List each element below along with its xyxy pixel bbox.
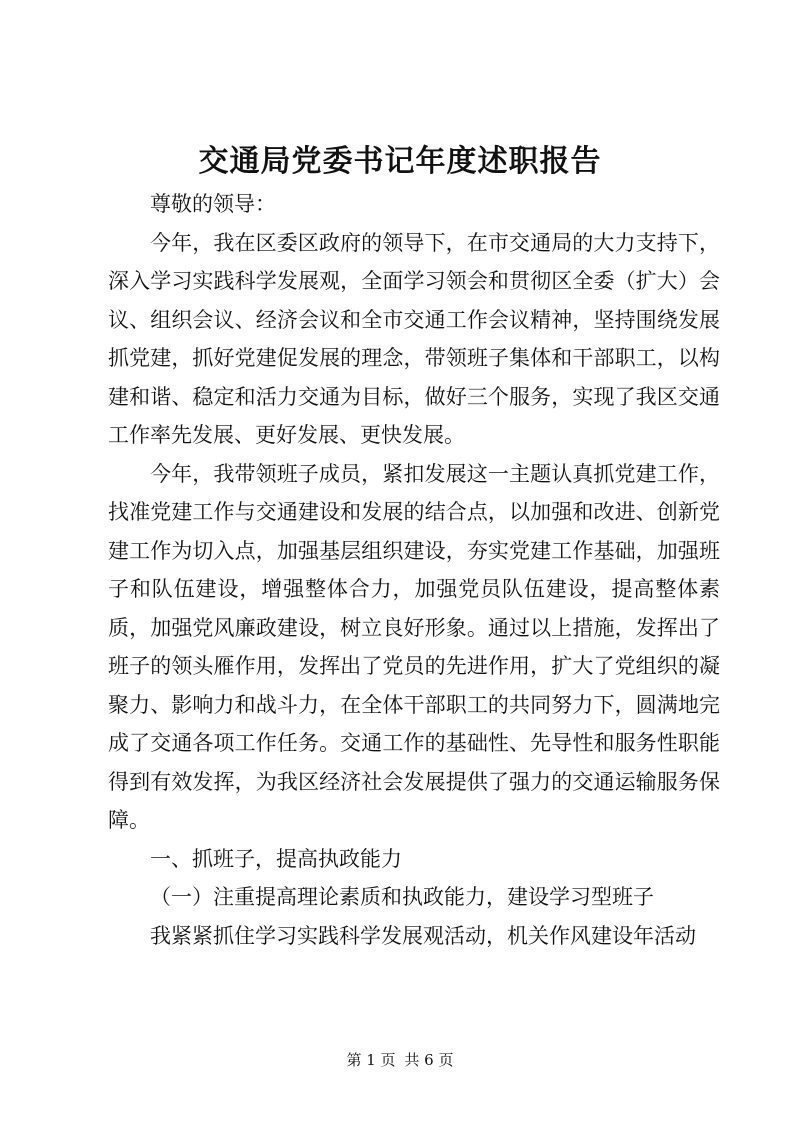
subsection-heading: （一）注重提高理论素质和执政能力，建设学习型班子: [150, 885, 654, 909]
page-footer: [0, 1050, 800, 1070]
section-heading: 一、抓班子，提高执政能力: [150, 846, 402, 871]
page-number: 第 1 页: [346, 1051, 396, 1069]
body-paragraph-2: 今年，我带领班子成员，紧扣发展这一主题认真抓党建工作，找准党建工作与交通建设和发展的结合点，以加强和改进、创新党建工作为切入点，加强基层组织建设，夯实党建工作基础，加强班子和队伍建设，增强整体合力，加强党员队伍建设，提高整体素质，加强党风廉政建设，树立良好形象。通过以上措施，发挥出了班子的领头雁作用，发挥出了党员的先进作用，扩大了党组织的凝聚力、影响力和战斗力，在全体干部职工的共同努力下，圆满地完成了交通各项工作任务。交通工作的基础性、先导性和服务性职能得到有效发挥，为我区经济社会发展提供了强力的交通运输服务保障。: [108, 461, 720, 832]
page-total: 共 6 页: [404, 1051, 454, 1069]
document-title: 交通局党委书记年度述职报告: [198, 144, 602, 179]
body-paragraph-3: 我紧紧抓住学习实践科学发展观活动，机关作风建设年活动: [150, 923, 696, 948]
body-paragraph-1: 今年，我在区委区政府的领导下，在市交通局的大力支持下，深入学习实践科学发展观，全面学习领会和贯彻区全委（扩大）会议、组织会议、经济会议和全市交通工作会议精神，坚持围绕发展抓党建，抓好党建促发展的理念，带领班子集体和干部职工，以构建和谐、稳定和活力交通为目标，做好三个服务，实现了我区交通工作率先发展、更好发展、更快发展。: [108, 230, 720, 447]
salutation: 尊敬的领导：: [150, 192, 276, 216]
document-body: [108, 185, 720, 955]
